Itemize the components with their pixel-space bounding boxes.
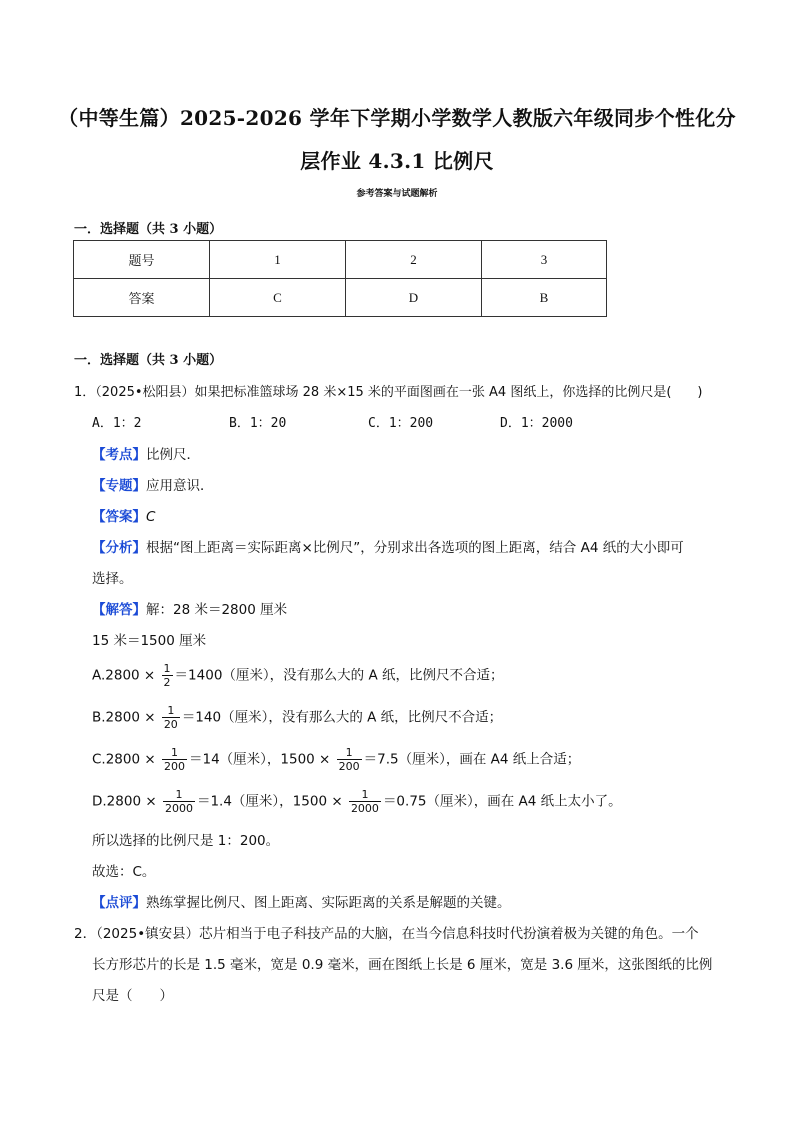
dianping-line — [92, 891, 511, 911]
table-row — [74, 279, 607, 317]
table-cell: 2 — [346, 241, 482, 279]
fraction: $\frac{1}{200}$ — [338, 746, 360, 773]
question-1-stem: 1．（2025•松阳县）如果把标准篮球场 28 米×15 米的平面图画在一张 A4 图纸上，你选择的比例尺是( ) — [74, 385, 703, 400]
jieda-line-2: 15 米＝1500 厘米 — [92, 633, 207, 649]
zhuanti-text: 应用意识． — [146, 478, 214, 494]
answer-text: C — [146, 509, 156, 525]
dianping-text: 熟练掌握比例尺、图上距离、实际距离的关系是解题的关键。 — [146, 895, 511, 911]
solution-c-mid: ＝14（厘米），1500 × — [188, 751, 331, 768]
zhuanti-tag: 【专题】 — [92, 478, 146, 494]
section-heading-choice-2: 一．选择题（共 3 小题） — [74, 353, 223, 368]
fraction: $\frac{1}{2000}$ — [350, 788, 379, 815]
solution-c-post: ＝7.5（厘米），画在 A4 纸上合适； — [363, 751, 581, 768]
table-cell: C — [210, 279, 346, 317]
question-1-option-b: B．1：20 — [229, 416, 287, 431]
table-cell: B — [482, 279, 607, 317]
document-subtitle: 参考答案与试题解析 — [356, 189, 438, 199]
solution-d-post: ＝0.75（厘米），画在 A4 纸上太小了。 — [382, 793, 622, 810]
table-cell: 1 — [210, 241, 346, 279]
question-2-line-2: 长方形芯片的长是 1.5 毫米，宽是 0.9 毫米，画在图纸上长是 6 厘米，宽是 3.6 厘米，这张图纸的比例 — [92, 957, 713, 973]
question-1-option-d: D．1：2000 — [500, 416, 573, 431]
fraction: $\frac{1}{2000}$ — [164, 788, 193, 815]
question-2-line-3: 尺是（ ） — [92, 988, 173, 1004]
table-row — [74, 241, 607, 279]
fenxi-line-2: 选择。 — [92, 571, 133, 587]
fenxi-text: 根据“图上距离＝实际距离×比例尺”，分别求出各选项的图上距离，结合 A4 纸的大小即可 — [146, 540, 684, 556]
table-cell: D — [346, 279, 482, 317]
table-cell: 答案 — [74, 279, 210, 317]
question-2-line-1: 2．（2025•镇安县）芯片相当于电子科技产品的大脑，在当今信息科技时代扮演着极为关键的角色。一个 — [74, 926, 699, 942]
kaodian-text: 比例尺． — [146, 447, 200, 463]
answer-table — [73, 240, 607, 317]
document-title-line-2: 层作业 4.3.1 比例尺 — [300, 149, 494, 173]
question-1-option-a: A．1：2 — [92, 416, 142, 431]
table-cell: 题号 — [74, 241, 210, 279]
table-cell: 3 — [482, 241, 607, 279]
kaodian-tag: 【考点】 — [92, 447, 146, 463]
kaodian-line — [92, 443, 200, 463]
solution-d — [92, 788, 622, 815]
fraction: $\frac{1}{20}$ — [163, 704, 178, 731]
answer-line — [92, 505, 155, 525]
solution-a-post: ＝1400（厘米），没有那么大的 A 纸，比例尺不合适； — [174, 667, 504, 684]
document-title-line-1: （中等生篇）2025-2026 学年下学期小学数学人教版六年级同步个性化分 — [58, 106, 736, 130]
answer-tag: 【答案】 — [92, 509, 146, 525]
fenxi-line — [92, 536, 684, 556]
fenxi-tag: 【分析】 — [92, 540, 146, 556]
solution-b-pre: B.2800 × — [92, 709, 156, 726]
dianping-tag: 【点评】 — [92, 895, 146, 911]
conclusion-line: 所以选择的比例尺是 1：200。 — [92, 833, 280, 849]
fraction: $\frac{1}{200}$ — [163, 746, 185, 773]
choice-line: 故选：C。 — [92, 864, 156, 880]
solution-c-pre: C.2800 × — [92, 751, 156, 768]
solution-b — [92, 704, 502, 731]
jieda-tag: 【解答】 — [92, 602, 146, 618]
solution-d-pre: D.2800 × — [92, 793, 157, 810]
jieda-text: 解：28 米＝2800 厘米 — [146, 602, 288, 618]
jieda-line — [92, 598, 287, 618]
solution-d-mid: ＝1.4（厘米），1500 × — [196, 793, 343, 810]
fraction: $\frac{1}{2}$ — [163, 662, 171, 689]
solution-b-post: ＝140（厘米），没有那么大的 A 纸，比例尺不合适； — [181, 709, 503, 726]
solution-a — [92, 662, 503, 689]
solution-c — [92, 746, 580, 773]
zhuanti-line — [92, 474, 214, 494]
question-1-option-c: C．1：200 — [368, 416, 434, 431]
section-heading-choice: 一．选择题（共 3 小题） — [74, 222, 223, 237]
solution-a-pre: A.2800 × — [92, 667, 156, 684]
